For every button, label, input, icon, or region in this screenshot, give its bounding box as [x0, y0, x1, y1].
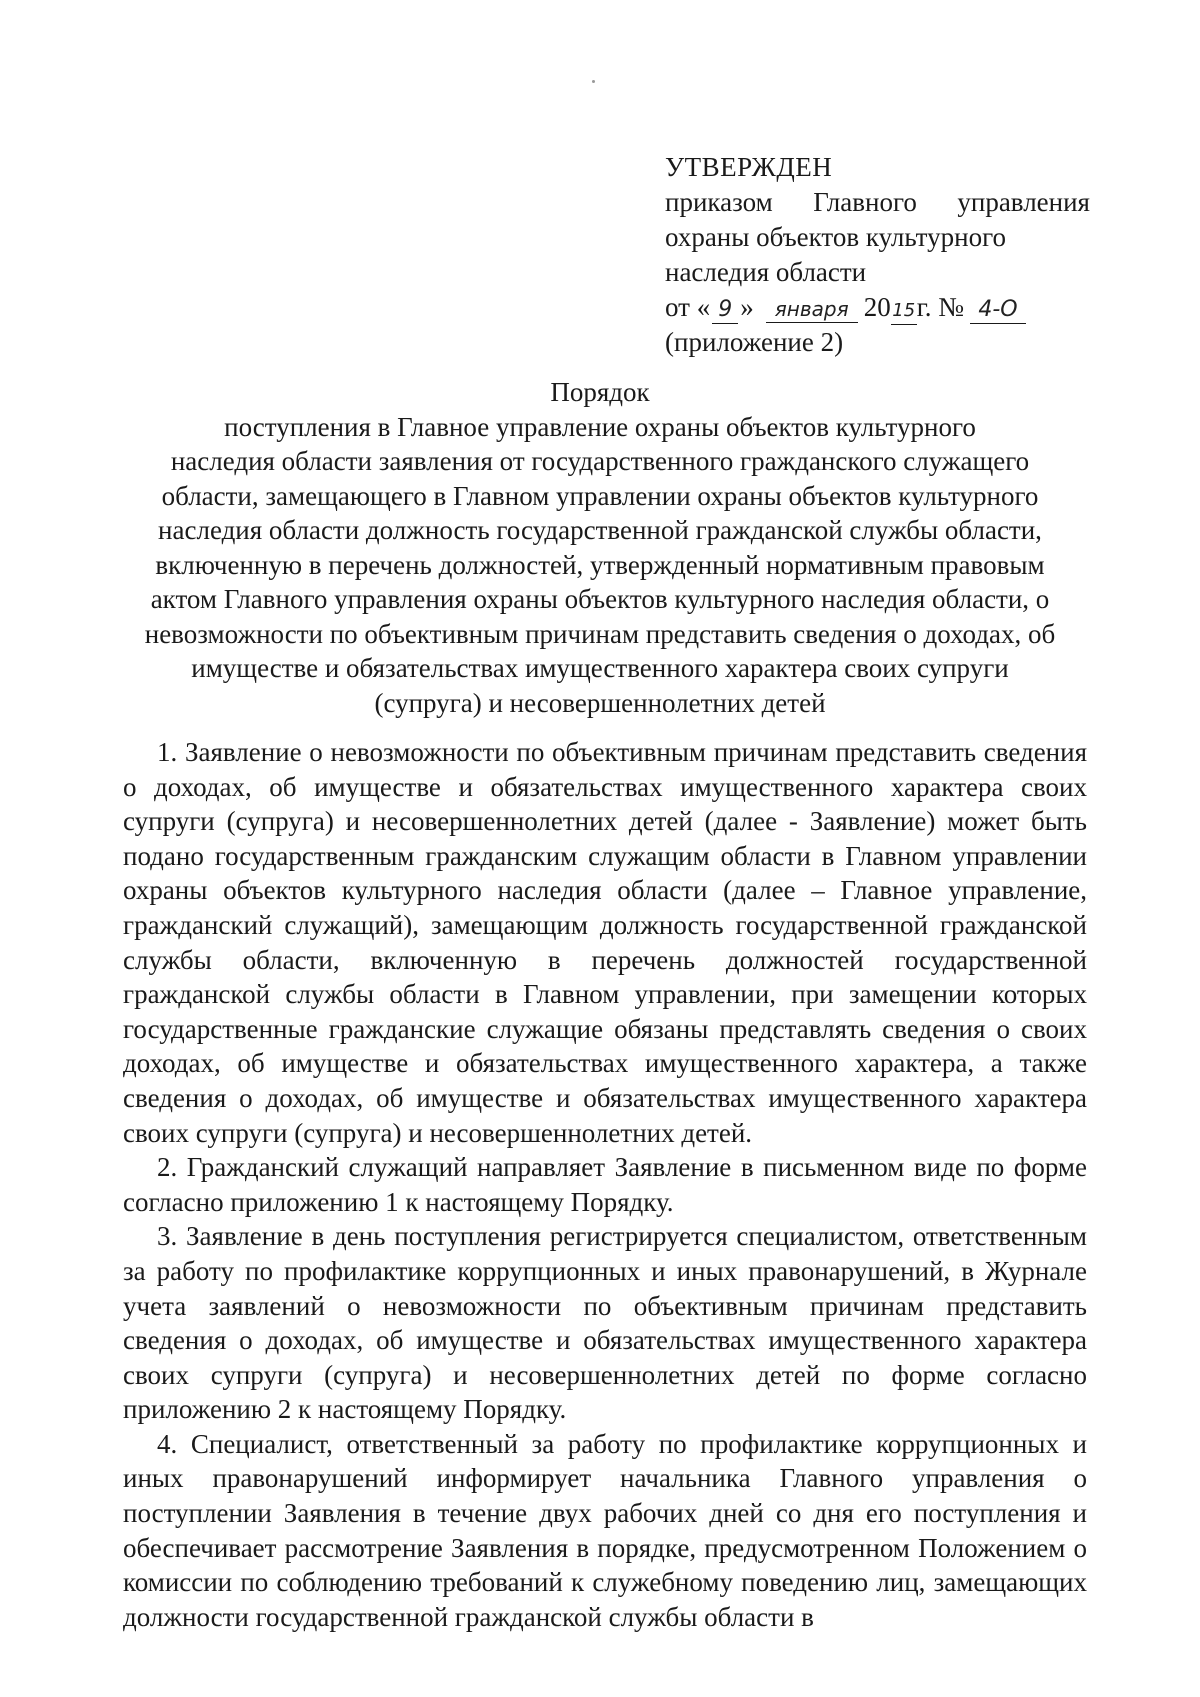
approval-line-1: приказом Главного управления	[665, 187, 1090, 217]
paragraph-3: 3. Заявление в день поступления регистрируется специалистом, ответственным за работу по профилактике коррупционных и иных правонарушений, в Журнале учета заявлений о невозможности по объективным причинам представить сведения о доходах, об имуществе и обязательствах имущественного характера своих супруги (супруга) и несовершеннолетних детей по форме согласно приложению 2 к настоящему Порядку.	[123, 1221, 1087, 1425]
title-line: имуществе и обязательствах имущественного характера своих супруги	[191, 653, 1009, 683]
title-line: наследия области должность государственной гражданской службы области,	[158, 515, 1042, 545]
approval-line-2: охраны объектов культурного	[665, 222, 1006, 252]
title-line: поступления в Главное управление охраны объектов культурного	[224, 411, 976, 442]
paragraph-1: 1. Заявление о невозможности по объективным причинам представить сведения о доходах, об имуществе и обязательствах имущественного характера своих супруги (супруга) и несовершеннолетних детей (далее - Заявление) может быть подано государственным гражданским служащим области в Главном управлении охраны объектов культурного наследия области (далее – Главное управление, гражданский служащий), замещающим должность государственной гражданской службы области, включенную в перечень должностей государственной гражданской службы области в Главном управлении, при замещении которых государственные гражданские служащие обязаны представлять сведения о своих доходах, об имуществе и обязательствах имущественного характера, а также сведения о доходах, об имуществе и обязательствах имущественного характера своих супруги (супруга) и несовершеннолетних детей.	[123, 737, 1087, 1148]
approval-line-3: наследия области	[665, 257, 867, 287]
handwritten-day: 9	[712, 297, 738, 324]
title-line: области, замещающего в Главном управлении охраны объектов культурного	[161, 480, 1039, 511]
approval-date-line: от « 9 » января 20 15 г. № 4-О	[665, 290, 1090, 325]
title-line: актом Главного управления охраны объектов культурного наследия области, о	[150, 584, 1050, 614]
title-line: включенную в перечень должностей, утвержденный нормативным правовым	[155, 549, 1045, 580]
approval-annex: (приложение 2)	[665, 327, 844, 357]
paragraph-2: 2. Гражданский служащий направляет Заявление в письменном виде по форме согласно приложению 1 к настоящему Порядку.	[123, 1152, 1087, 1217]
handwritten-year: 15	[891, 298, 917, 325]
scan-speck	[592, 80, 595, 83]
approval-stamp-block	[665, 150, 1090, 360]
title-line: наследия области заявления от государственного гражданского служащего	[170, 446, 1030, 476]
approval-heading: УТВЕРЖДЕН	[665, 152, 833, 182]
document-body	[123, 735, 1087, 1634]
handwritten-order-number: 4-О	[970, 297, 1026, 324]
title-line: (супруга) и несовершеннолетних детей	[374, 687, 826, 718]
title-line: невозможности по объективным причинам представить сведения о доходах, об	[144, 618, 1056, 649]
document-title	[90, 375, 1110, 720]
title-heading: Порядок	[550, 377, 650, 407]
paragraph-4: 4. Специалист, ответственный за работу по профилактике коррупционных и иных правонарушений информирует начальника Главного управления о поступлении Заявления в течение двух рабочих дней со дня его поступления и обеспечивает рассмотрение Заявления в порядке, предусмотренном Положением о комиссии по соблюдению требований к служебному поведению лиц, замещающих должности государственной гражданской службы области в	[123, 1428, 1087, 1632]
handwritten-month: января	[766, 296, 858, 323]
